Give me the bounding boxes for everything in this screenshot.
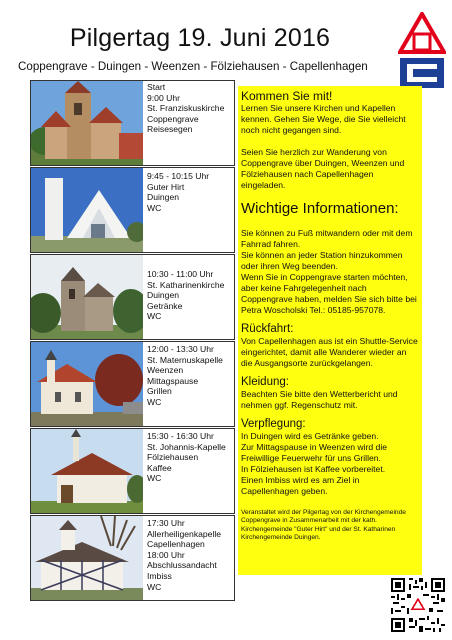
stop-time: 17:30 Uhr xyxy=(147,518,185,528)
return-heading: Rückfahrt: xyxy=(241,323,294,335)
church-photo xyxy=(31,168,143,252)
stop-time: 10:30 - 11:00 Uhr xyxy=(147,269,214,279)
schedule-stop-coppengrave xyxy=(30,80,235,166)
route-subtitle: Coppengrave - Duingen - Weenzen - Fölziehausen - Capellenhagen xyxy=(18,60,368,73)
page-title: Pilgertag 19. Juni 2016 xyxy=(69,24,331,52)
stop-place: Duingen xyxy=(147,192,180,203)
stop-info xyxy=(147,518,232,592)
stop-line: WC xyxy=(147,202,162,213)
stop-church: Guter Hirt xyxy=(147,181,185,192)
schedule-stop-weenzen xyxy=(30,341,235,427)
stop-time: 18:00 Uhr xyxy=(147,549,185,560)
return-text: Von Capellenhagen aus ist ein Shuttle-Service eingerichtet, damit alle Wanderer wieder an die Ausgangsorte zurückgelangen. xyxy=(241,336,418,368)
stop-info xyxy=(147,344,232,408)
food-text: In Fölziehausen ist Kaffee vorbereitet. xyxy=(241,464,386,474)
stop-church: St. Katharinenkirche xyxy=(147,279,225,290)
stop-line: Imbiss xyxy=(147,570,172,581)
stop-info xyxy=(147,269,232,322)
stop-line: Reisesegen xyxy=(147,124,193,135)
stop-line: Abschlussandacht xyxy=(147,560,217,571)
info-text: Sie können zu Fuß mitwandern oder mit dem Fahrrad fahren. xyxy=(241,228,413,249)
stop-line: WC xyxy=(147,311,162,322)
schedule-stop-capellenhagen xyxy=(30,515,235,601)
church-photo xyxy=(31,516,143,600)
church-photo xyxy=(31,81,143,165)
food-heading: Verpflegung: xyxy=(241,418,306,430)
church-photo xyxy=(31,342,143,426)
stop-church: St. Franziskuskirche xyxy=(147,103,225,114)
stop-time: 12:00 - 13:30 Uhr xyxy=(147,344,214,354)
qr-code-icon[interactable] xyxy=(391,578,445,632)
clothing-heading: Kleidung: xyxy=(241,376,289,388)
schedule-stop-duingen-guter-hirt xyxy=(30,167,235,253)
schedule-stop-duingen-katharinen xyxy=(30,254,235,340)
welcome-text: Lernen Sie unsere Kirchen und Kapellen kennen. Gehen Sie Wege, die Sie vielleicht noch nicht gegangen sind. xyxy=(241,103,406,135)
stop-line: Kaffee xyxy=(147,462,172,473)
info-text: Wenn Sie in Coppengrave starten möchten, aber keine Fahrgelegenheit nach Coppengrave haben, melden Sie sich bitte bei Petra Woscholski Tel.: 05185-957078. xyxy=(241,272,417,315)
welcome-text: Seien Sie herzlich zur Wanderung von Coppengrave über Duingen, Weenzen und Fölziehausen nach Capellenhagen eingeladen. xyxy=(241,147,405,190)
stop-info xyxy=(147,82,232,135)
stop-info xyxy=(147,431,232,484)
schedule-stop-foelziehausen xyxy=(30,428,235,514)
stop-line: WC xyxy=(147,473,162,484)
stop-place: Weenzen xyxy=(147,365,184,376)
stop-line: Grillen xyxy=(147,386,172,397)
stop-line: Start xyxy=(147,82,166,92)
parish-logo-icon xyxy=(398,12,446,90)
stop-time: 9:45 - 10:15 Uhr xyxy=(147,171,210,181)
food-text: In Duingen wird es Getränke geben. xyxy=(241,431,379,441)
church-photo xyxy=(31,255,143,339)
stop-line: WC xyxy=(147,581,162,592)
stop-place: Fölziehausen xyxy=(147,452,199,463)
stop-church: St. Johannis-Kapelle xyxy=(147,441,226,452)
church-photo xyxy=(31,429,143,513)
food-text: Zur Mittagspause in Weenzen wird die Freiwillige Feuerwehr für uns Grillen. xyxy=(241,442,388,463)
stop-church: St. Maternuskapelle xyxy=(147,354,223,365)
organizer-text: Veranstaltet wird der Pilgertag von der Kirchengemeinde Coppengrave in Zusammenarbeit mit der kath. Kirchengemeinde "Guter Hirt" und der St. Katharinen Kirchengemeinde Duingen. xyxy=(241,509,406,542)
stop-line: WC xyxy=(147,396,162,407)
clothing-text: Beachten Sie bitte den Wetterbericht und nehmen ggf. Regenschutz mit. xyxy=(241,389,398,410)
info-heading: Wichtige Informationen: xyxy=(241,200,399,217)
stop-time: 15:30 - 16:30 Uhr xyxy=(147,431,214,441)
stop-line: Mittagspause xyxy=(147,375,199,386)
stop-place: Coppengrave xyxy=(147,113,199,124)
food-text: Einen Imbiss wird es am Ziel in Capellenhagen geben. xyxy=(241,475,360,496)
info-panel xyxy=(238,86,422,575)
stop-line: Getränke xyxy=(147,300,183,311)
stop-place: Duingen xyxy=(147,290,180,301)
stop-church: Allerheiligenkapelle xyxy=(147,528,222,539)
stop-time: 9:00 Uhr xyxy=(147,92,180,103)
stop-info xyxy=(147,171,232,213)
stop-place: Capellenhagen xyxy=(147,539,205,550)
info-text: Sie können an jeder Station hinzukommen oder ihren Weg beenden. xyxy=(241,250,403,271)
welcome-heading: Kommen Sie mit! xyxy=(241,89,333,103)
